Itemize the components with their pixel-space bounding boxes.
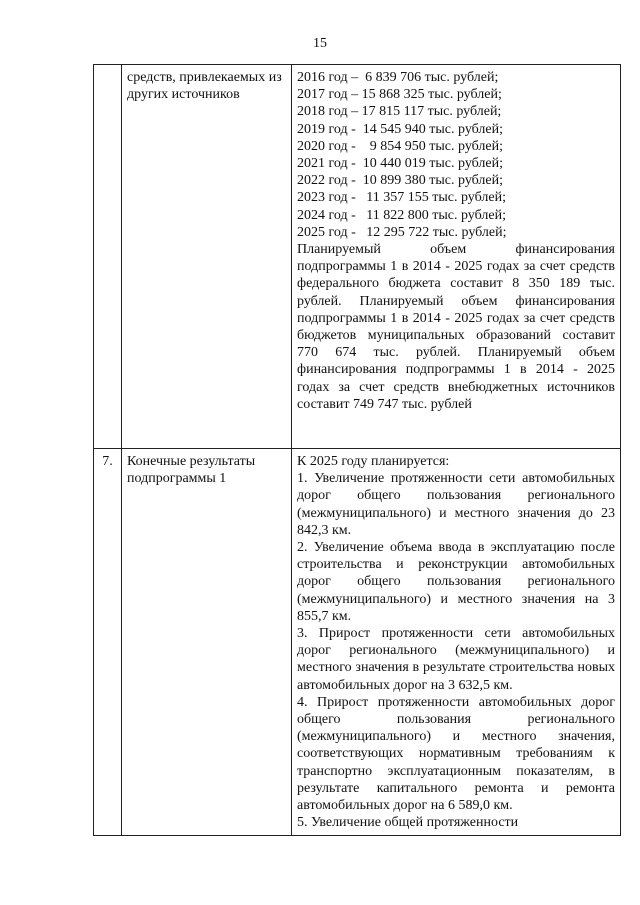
table-row [94, 449, 621, 836]
results-intro: К 2025 году планируется: [297, 454, 450, 469]
year-line: 2023 год - 11 357 155 тыс. рублей; [297, 190, 506, 206]
row-content [292, 65, 621, 449]
year-line: 2025 год - 12 295 722 тыс. рублей; [297, 224, 507, 240]
program-table [93, 64, 621, 836]
row-content [292, 449, 621, 836]
row-number [94, 65, 122, 449]
year-line: 2024 год - 11 822 800 тыс. рублей; [297, 207, 506, 223]
result-item: 3. Прирост протяженности сети автомобильных дорог регионального (межмуниципального) и местного значения в результате строительства новых автомобильных дорог на 3 632,5 км. [297, 626, 615, 693]
funding-summary: Планируемый объем финансирования подпрограммы 1 в 2014 - 2025 годах за счет средств федерального бюджета составит 8 350 189 тыс. рублей. Планируемый объем финансирования подпрограммы 1 в 2014 - 2025 годах за счет средств бюджетов муниципальных образований составит 770 674 тыс. рублей. Планируемый объем финансирования подпрограммы 1 в 2014 - 2025 годах за счет средств внебюджетных источников составит 749 747 тыс. рублей [297, 242, 615, 412]
year-line: 2016 год – 6 839 706 тыс. рублей; [297, 70, 499, 85]
year-line: 2018 год – 17 815 117 тыс. рублей; [297, 104, 502, 120]
result-item: 2. Увеличение объема ввода в эксплуатацию после строительства и реконструкции автомобильных дорог общего пользования регионального (межмуниципального) и местного значения на 3 855,7 км. [297, 540, 615, 624]
year-line: 2020 год - 9 854 950 тыс. рублей; [297, 138, 504, 154]
year-line: 2019 год - 14 545 940 тыс. рублей; [297, 121, 504, 137]
row-number: 7. [94, 449, 122, 836]
page-number: 15 [313, 36, 327, 51]
row-label: Конечные результаты подпрограммы 1 [122, 449, 292, 836]
result-item: 1. Увеличение протяженности сети автомобильных дорог общего пользования регионального (межмуниципального) и местного значения до 23 842,3 км. [297, 471, 615, 538]
result-item: 4. Прирост протяженности автомобильных дорог общего пользования регионального (межмуниципального) и местного значения, соответствующих нормативным требованиям к транспортно эксплуатационным показателям, в результате капитального ремонта и ремонта автомобильных дорог на 6 589,0 км. [297, 694, 615, 814]
year-line: 2021 год - 10 440 019 тыс. рублей; [297, 156, 504, 172]
year-line: 2022 год - 10 899 380 тыс. рублей; [297, 173, 504, 189]
row-label: средств, привлекаемых из других источников [122, 65, 292, 449]
year-line: 2017 год – 15 868 325 тыс. рублей; [297, 87, 502, 103]
table-row [94, 65, 621, 449]
result-item: 5. Увеличение общей протяженности [297, 815, 519, 831]
